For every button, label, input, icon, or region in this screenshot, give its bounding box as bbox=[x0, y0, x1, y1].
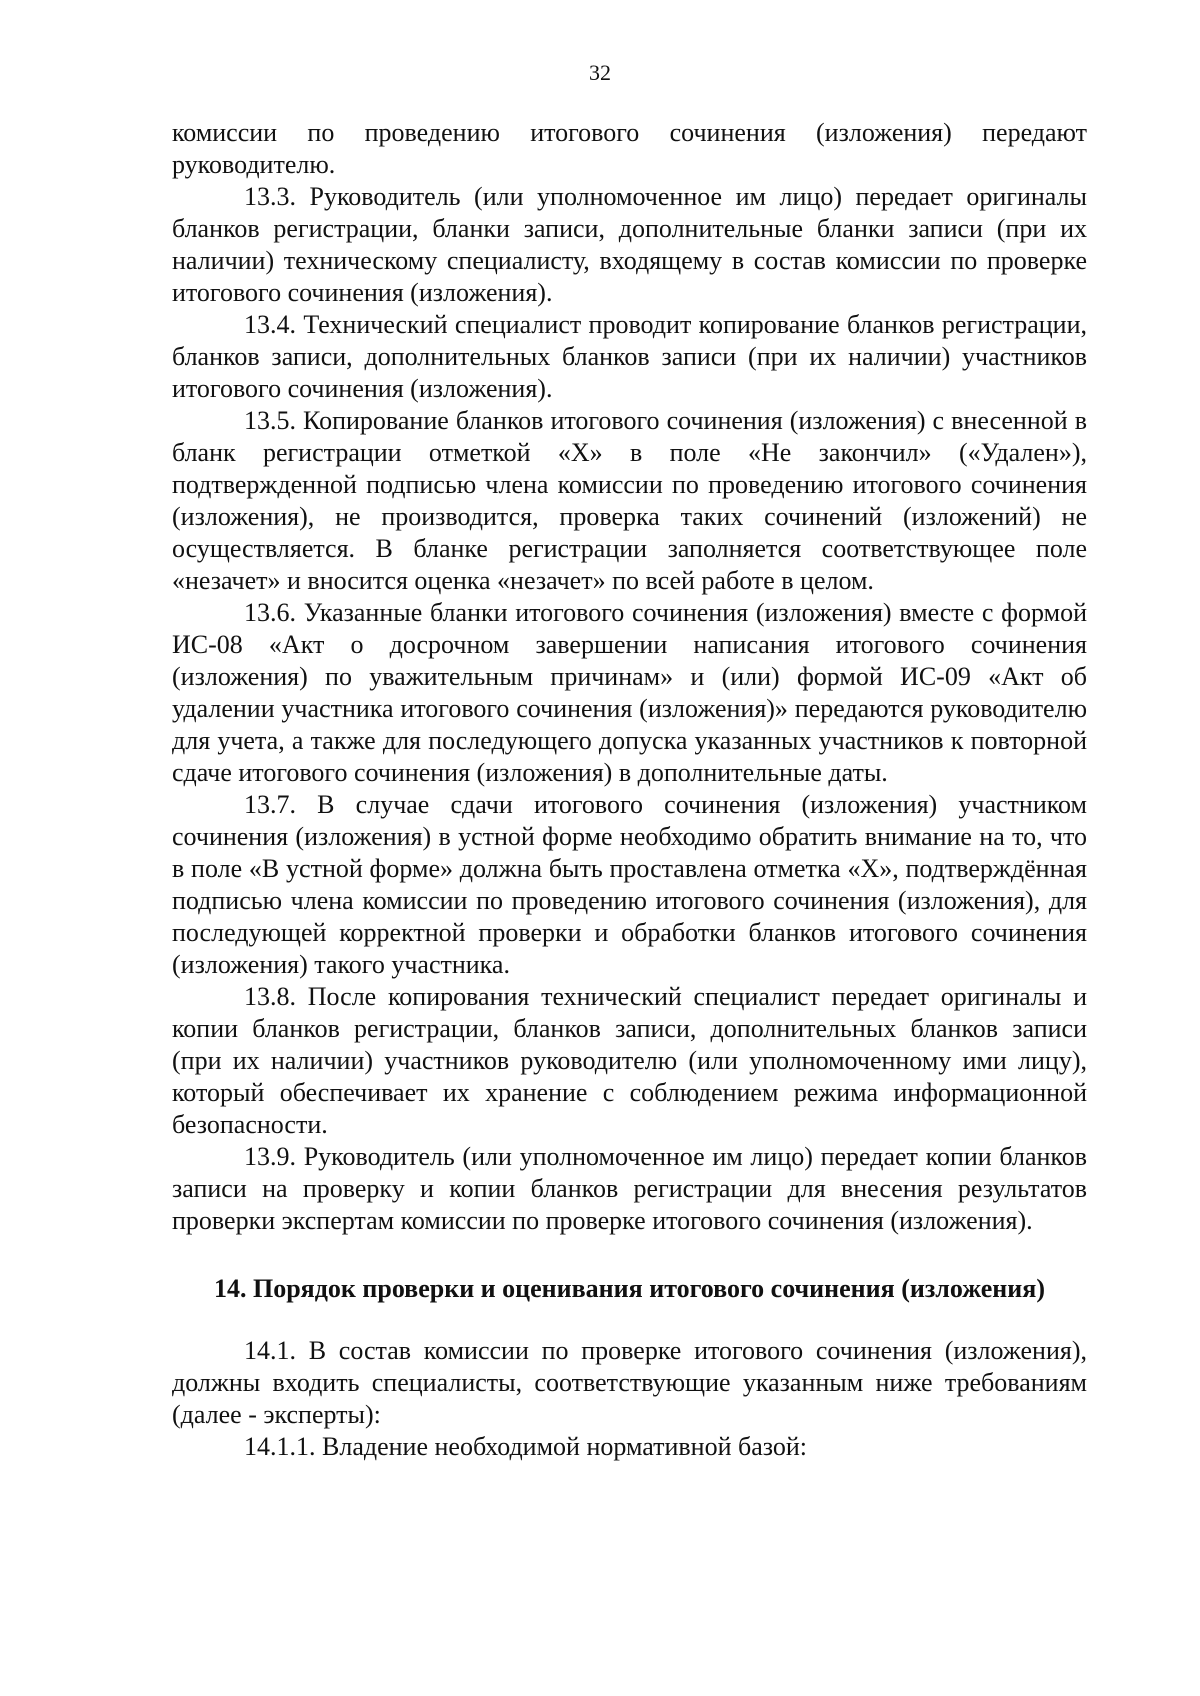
paragraph-continuation: комиссии по проведению итогового сочинения (изложения) передают руководителю. bbox=[172, 118, 1087, 179]
paragraph-13-9: 13.9. Руководитель (или уполномоченное им лицо) передает копии бланков записи на проверку и копии бланков регистрации для внесения результатов проверки экспертам комиссии по проверке итогового сочинения (изложения). bbox=[172, 1142, 1087, 1235]
paragraph-13-7: 13.7. В случае сдачи итогового сочинения (изложения) участником сочинения (изложения) в устной форме необходимо обратить внимание на то, что в поле «В устной форме» должна быть проставлена отметка «Х», подтверждённая подписью члена комиссии по проведению итогового сочинения (изложения), для последующей корректной проверки и обработки бланков итогового сочинения (изложения) такого участника. bbox=[172, 790, 1087, 979]
paragraph-14-1-1: 14.1.1. Владение необходимой нормативной базой: bbox=[244, 1432, 808, 1461]
paragraph-13-5: 13.5. Копирование бланков итогового сочинения (изложения) с внесенной в бланк регистрации отметкой «Х» в поле «Не закончил» («Удален»), подтвержденной подписью члена комиссии по проведению итогового сочинения (изложения), не производится, проверка таких сочинений (изложений) не осуществляется. В бланке регистрации заполняется соответствующее поле «незачет» и вносится оценка «незачет» по всей работе в целом. bbox=[172, 406, 1087, 595]
paragraph-13-4: 13.4. Технический специалист проводит копирование бланков регистрации, бланков записи, дополнительных бланков записи (при их наличии) участников итогового сочинения (изложения). bbox=[172, 310, 1087, 403]
page-number: 32 bbox=[589, 60, 611, 85]
document-body bbox=[172, 117, 1087, 1463]
paragraph-14-1: 14.1. В состав комиссии по проверке итогового сочинения (изложения), должны входить специалисты, соответствующие указанным ниже требованиям (далее - эксперты): bbox=[172, 1336, 1087, 1429]
paragraph-13-8: 13.8. После копирования технический специалист передает оригиналы и копии бланков регистрации, бланков записи, дополнительных бланков записи (при их наличии) участников руководителю (или уполномоченному ими лицу), который обеспечивает их хранение с соблюдением режима информационной безопасности. bbox=[172, 982, 1087, 1139]
paragraph-13-6: 13.6. Указанные бланки итогового сочинения (изложения) вместе с формой ИС-08 «Акт о досрочном завершении написания итогового сочинения (изложения) по уважительным причинам» и (или) формой ИС-09 «Акт об удалении участника итогового сочинения (изложения)» передаются руководителю для учета, а также для последующего допуска указанных участников к повторной сдаче итогового сочинения (изложения) в дополнительные даты. bbox=[172, 598, 1087, 787]
paragraph-13-3: 13.3. Руководитель (или уполномоченное им лицо) передает оригиналы бланков регистрации, бланки записи, дополнительные бланки записи (при их наличии) техническому специалисту, входящему в состав комиссии по проверке итогового сочинения (изложения). bbox=[172, 182, 1087, 307]
section-heading-14: 14. Порядок проверки и оценивания итогового сочинения (изложения) bbox=[214, 1274, 1045, 1303]
